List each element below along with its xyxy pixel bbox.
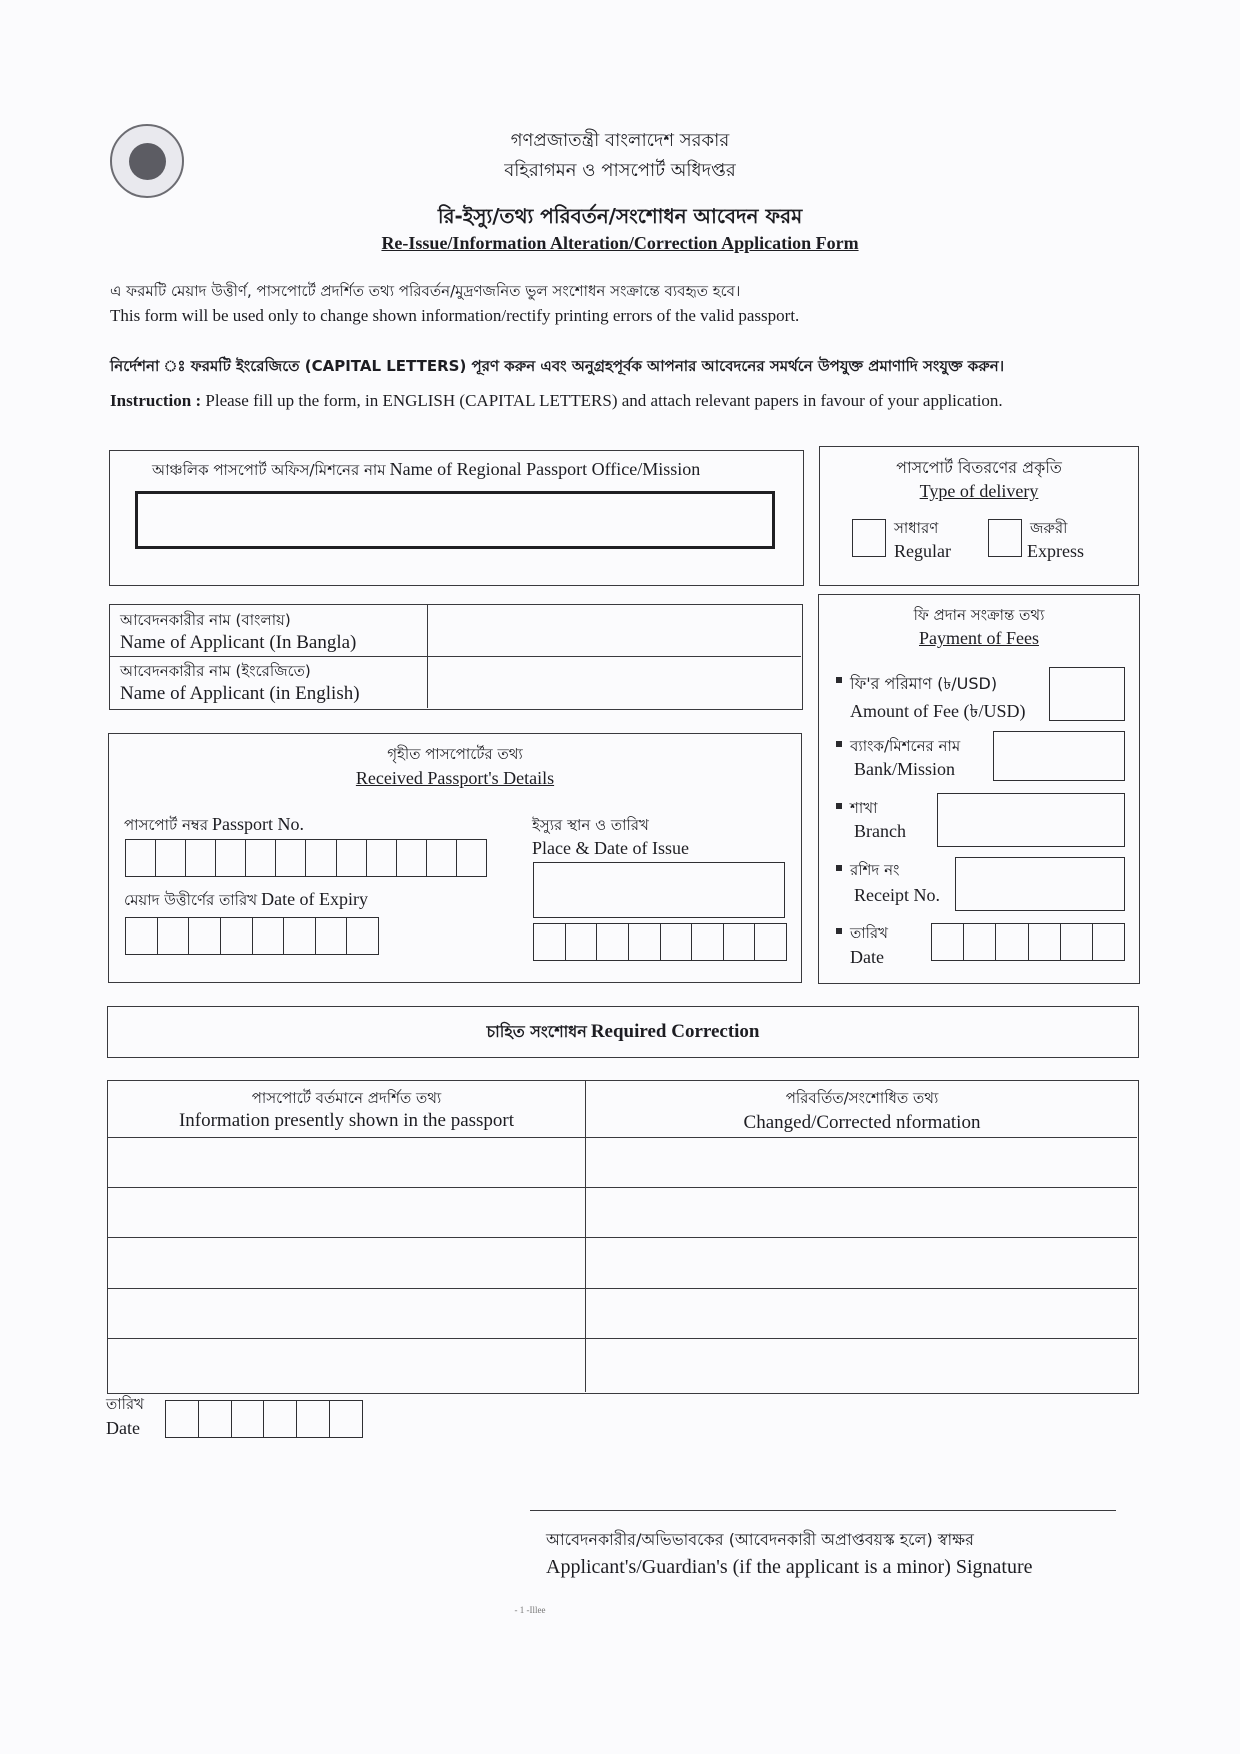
changed-info-input-1[interactable] bbox=[587, 1139, 1137, 1186]
name-bangla-label-bn: আবেদনকারীর নাম (বাংলায়) bbox=[120, 611, 291, 629]
fee-amount-label-bn: ফি'র পরিমাণ (৳/USD) bbox=[850, 674, 998, 693]
express-label-en: Express bbox=[1027, 541, 1084, 561]
received-passport-title-bn: গৃহীত পাসপোর্টের তথ্য bbox=[387, 745, 523, 763]
regional-office-label-bn: আঞ্চলিক পাসপোর্ট অফিস/মিশনের নাম bbox=[152, 461, 386, 479]
regular-label-en: Regular bbox=[894, 541, 951, 561]
bank-input[interactable] bbox=[993, 731, 1125, 781]
fee-title-en: Payment of Fees bbox=[919, 628, 1039, 648]
fee-date-label-en: Date bbox=[850, 947, 884, 967]
changed-info-header-bn: পরিবর্তিত/সংশোধিত তথ্য bbox=[785, 1089, 939, 1107]
place-of-issue-input[interactable] bbox=[533, 862, 785, 918]
present-info-header-en: Information presently shown in the passport bbox=[178, 1110, 515, 1131]
regional-office-label-en: Name of Regional Passport Office/Mission bbox=[389, 459, 701, 479]
usage-note-en: This form will be used only to change shown information/rectify printing errors of the valid passport. bbox=[110, 306, 800, 325]
changed-info-input-4[interactable] bbox=[587, 1290, 1137, 1337]
place-date-label-bn: ইস্যুর স্থান ও তারিখ bbox=[532, 816, 649, 834]
branch-label-en: Branch bbox=[854, 821, 906, 841]
required-correction-header bbox=[107, 1006, 1139, 1058]
applicant-name-section bbox=[109, 604, 803, 710]
form-title-bn: রি-ইস্যু/তথ্য পরিবর্তন/সংশোধন আবেদন ফরম bbox=[437, 204, 803, 228]
required-correction-title-bn: চাহিত সংশোধন bbox=[486, 1022, 587, 1041]
changed-info-input-2[interactable] bbox=[587, 1189, 1137, 1236]
changed-info-header-en: Changed/Corrected nformation bbox=[743, 1112, 981, 1133]
express-checkbox[interactable] bbox=[988, 519, 1022, 557]
government-seal bbox=[110, 124, 184, 198]
bank-label-en: Bank/Mission bbox=[854, 759, 956, 779]
name-bangla-label-en: Name of Applicant (In Bangla) bbox=[120, 632, 357, 653]
usage-note-bn: এ ফরমটি মেয়াদ উত্তীর্ণ, পাসপোর্টে প্রদর্শিত তথ্য পরিবর্তন/মুদ্রণজনিত ভুল সংশোধন সংক্রান্তে ব্যবহৃত হবে। bbox=[110, 282, 741, 300]
department-name: বহিরাগমন ও পাসপোর্ট অধিদপ্তর bbox=[504, 160, 736, 181]
signature-label-bn: আবেদনকারীর/অভিভাবকের (আবেদনকারী অপ্রাপ্তবয়স্ক হলে) স্বাক্ষর bbox=[546, 1530, 974, 1549]
expiry-label bbox=[124, 889, 368, 914]
page-marker: - 1 -Illee bbox=[514, 1605, 546, 1615]
required-correction-title-en: Required Correction bbox=[590, 1021, 760, 1042]
fee-payment-section bbox=[818, 594, 1140, 984]
delivery-type-section bbox=[819, 446, 1139, 586]
passport-no-label bbox=[124, 814, 304, 839]
regional-office-section bbox=[109, 450, 804, 586]
correction-table bbox=[107, 1080, 1139, 1394]
present-info-input-5[interactable] bbox=[108, 1340, 584, 1392]
changed-info-input-5[interactable] bbox=[587, 1340, 1137, 1392]
fee-date-label-bn: তারিখ bbox=[850, 924, 888, 942]
instruction-en bbox=[110, 390, 1115, 412]
delivery-title-bn: পাসপোর্ট বিতরণের প্রকৃতি bbox=[896, 458, 1062, 477]
form-title-en: Re-Issue/Information Alteration/Correction Application Form bbox=[381, 233, 859, 253]
received-passport-section bbox=[108, 733, 802, 983]
fee-title-bn: ফি প্রদান সংক্রান্ত তথ্য bbox=[913, 606, 1045, 624]
signature-line[interactable] bbox=[530, 1510, 1116, 1511]
government-name: গণপ্রজাতন্ত্রী বাংলাদেশ সরকার bbox=[510, 130, 730, 151]
branch-label-bn: শাখা bbox=[850, 799, 878, 817]
passport-no-label-bn: পাসপোর্ট নম্বর bbox=[124, 816, 208, 834]
expiry-date-input[interactable] bbox=[125, 917, 379, 955]
footer-date-label-en: Date bbox=[106, 1418, 140, 1438]
receipt-label-bn: রশিদ নং bbox=[850, 861, 900, 879]
present-info-input-2[interactable] bbox=[108, 1189, 584, 1236]
fee-amount-input[interactable] bbox=[1049, 667, 1125, 721]
instruction-bn: নির্দেশনা ঃ ফরমটি ইংরেজিতে (CAPITAL LETTERS) পূরণ করুন এবং অনুগ্রহপূর্বক আপনার আবেদনের সমর্থনে উপযুক্ত প্রমাণাদি সংযুক্ত করুন। bbox=[110, 357, 1005, 375]
passport-no-label-en: Passport No. bbox=[211, 814, 304, 834]
changed-info-input-3[interactable] bbox=[587, 1239, 1137, 1287]
regular-label-bn: সাধারণ bbox=[894, 519, 939, 537]
present-info-input-4[interactable] bbox=[108, 1290, 584, 1337]
name-english-label-en: Name of Applicant (in English) bbox=[120, 683, 360, 704]
passport-no-input[interactable] bbox=[125, 839, 487, 877]
required-correction-title bbox=[108, 1019, 1138, 1046]
present-info-input-1[interactable] bbox=[108, 1139, 584, 1186]
fee-amount-label-en: Amount of Fee (৳/USD) bbox=[850, 701, 1026, 721]
branch-input[interactable] bbox=[937, 793, 1125, 847]
expiry-label-bn: মেয়াদ উত্তীর্ণের তারিখ bbox=[124, 891, 258, 909]
signature-label-en: Applicant's/Guardian's (if the applicant is a minor) Signature bbox=[546, 1556, 1033, 1578]
express-label-bn: জরুরী bbox=[1030, 519, 1068, 537]
fee-date-input[interactable] bbox=[931, 923, 1125, 961]
name-english-label-bn: আবেদনকারীর নাম (ইংরেজিতে) bbox=[120, 662, 311, 680]
receipt-input[interactable] bbox=[955, 857, 1125, 911]
footer-date-input[interactable] bbox=[165, 1400, 363, 1438]
name-english-input[interactable] bbox=[429, 657, 801, 708]
instruction-label: Instruction : bbox=[110, 391, 202, 410]
instruction-text: Please fill up the form, in ENGLISH (CAPITAL LETTERS) and attach relevant papers in favour of your application. bbox=[205, 391, 1003, 410]
present-info-input-3[interactable] bbox=[108, 1239, 584, 1287]
place-date-label-en: Place & Date of Issue bbox=[532, 838, 689, 858]
issue-date-input[interactable] bbox=[533, 923, 787, 961]
received-passport-title-en: Received Passport's Details bbox=[355, 768, 555, 788]
delivery-title-en: Type of delivery bbox=[919, 481, 1039, 501]
present-info-header-bn: পাসপোর্টে বর্তমানে প্রদর্শিত তথ্য bbox=[251, 1089, 442, 1107]
name-bangla-input[interactable] bbox=[429, 605, 801, 656]
seal-map-icon bbox=[129, 143, 166, 180]
regional-office-input[interactable] bbox=[135, 491, 775, 549]
footer-date-label-bn: তারিখ bbox=[106, 1395, 144, 1413]
receipt-label-en: Receipt No. bbox=[854, 885, 940, 905]
regular-checkbox[interactable] bbox=[852, 519, 886, 557]
bank-label-bn: ব্যাংক/মিশনের নাম bbox=[850, 737, 961, 755]
regional-office-label bbox=[152, 459, 792, 484]
expiry-label-en: Date of Expiry bbox=[261, 889, 369, 909]
